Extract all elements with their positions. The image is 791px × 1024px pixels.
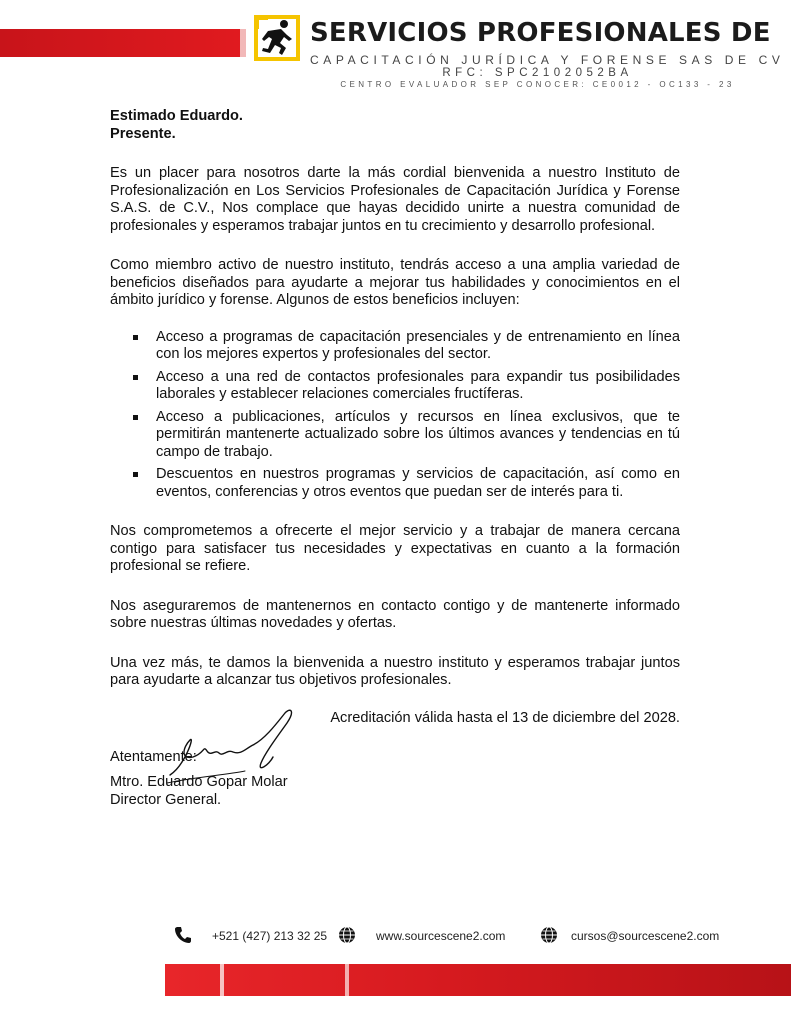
- paragraph-welcome: Es un placer para nosotros darte la más cordial bienvenida a nuestro Instituto de Profesionalización en Los Servicios Profesionales de Capacitación Jurídica y Forense S.A.S. de C.V., Nos complace que hayas decidido unirte a nuestra comunidad de profesionales y esperamos trabajar juntos en tu crecimiento y desarrollo profesional.: [110, 165, 680, 234]
- globe-icon: [540, 926, 558, 944]
- paragraph-benefits-intro: Como miembro activo de nuestro instituto, tendrás acceso a una amplia variedad de beneficios diseñados para ayudarte a mejorar tus habilidades y conocimientos en el ámbito jurídico y forense. Algunos de estos beneficios incluyen:: [110, 257, 680, 308]
- benefits-list: [110, 329, 680, 502]
- header-red-bar: [0, 29, 240, 57]
- footer-red-bar: [165, 964, 791, 996]
- closing: Atentamente:: [110, 749, 197, 765]
- signer-title: Director General.: [110, 792, 222, 808]
- greeting: Estimado Eduardo.: [110, 108, 243, 124]
- globe-icon: [338, 926, 356, 944]
- list-item: Acceso a publicaciones, artículos y recursos en línea exclusivos, que te permitirán mantenerte actualizado sobre los últimos avances y tendencias en tú campo de trabajo.: [156, 408, 680, 460]
- footer-phone: +521 (427) 213 32 25: [212, 929, 328, 943]
- paragraph-contact: Nos aseguraremos de mantenernos en contacto contigo y de mantenerte informado sobre nuestras últimas novedades y ofertas.: [110, 597, 680, 631]
- footer-contacts: [0, 926, 791, 946]
- org-centro-evaluador: CENTRO EVALUADOR SEP CONOCER: CE0012 - OC133 - 23: [340, 80, 735, 89]
- org-subtitle: CAPACITACIÓN JURÍDICA Y FORENSE SAS DE CV: [310, 53, 785, 67]
- greeting-presente: Presente.: [110, 125, 176, 142]
- org-rfc: RFC: SPC2102052BA: [442, 67, 633, 79]
- footer-email-link[interactable]: cursos@sourcescene2.com: [571, 929, 720, 943]
- signer-block: [110, 773, 288, 809]
- org-name: SERVICIOS PROFESIONALES DE: [310, 18, 771, 48]
- phone-icon: [174, 926, 192, 944]
- paragraph-welcome-again: Una vez más, te damos la bienvenida a nuestro instituto y esperamos trabajar juntos para ayudarte a alcanzar tus objetivos profesionales.: [110, 654, 680, 688]
- list-item: Acceso a programas de capacitación presenciales y de entrenamiento en línea con los mejores expertos y profesionales del sector.: [156, 328, 680, 362]
- running-figure-logo: [254, 15, 300, 61]
- signer-name: Mtro. Eduardo Gopar Molar: [110, 774, 288, 790]
- accreditation-validity: Acreditación válida hasta el 13 de diciembre del 2028.: [330, 709, 680, 726]
- paragraph-commitment: Nos comprometemos a ofrecerte el mejor servicio y a trabajar de manera cercana contigo para satisfacer tus necesidades y expectativas en cuanto a la formación profesional se refiere.: [110, 523, 680, 574]
- list-item: Descuentos en nuestros programas y servicios de capacitación, así como en eventos, conferencias y otros eventos que puedan ser de interés para ti.: [156, 466, 680, 500]
- list-item: Acceso a una red de contactos profesionales para expandir tus posibilidades laborales y establecer relaciones comerciales fructíferas.: [156, 368, 680, 402]
- footer-website-link[interactable]: www.sourcescene2.com: [376, 929, 506, 943]
- letter-body: [110, 108, 680, 767]
